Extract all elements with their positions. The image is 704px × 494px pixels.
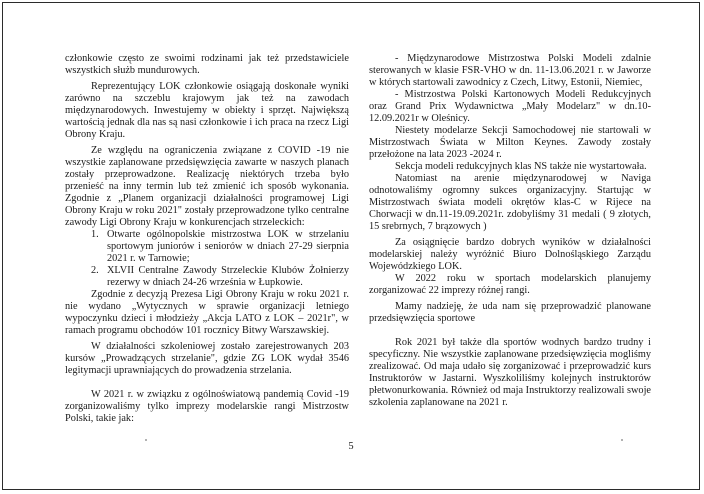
paragraph: Natomiast na arenie międzynarodowej w Naviga odnotowaliśmy ogromny sukces organizacyjny. Startując w Mistrzostwach świata modeli okrętów klas-C w Rijece na Chorwacji w dn.11-19.09.2021r. zdobyliśmy 31 medali ( 9 złotych, 15 srebrnych, 7 brązowych ) bbox=[369, 173, 651, 232]
list-item: 2. XLVII Centralne Zawody Strzeleckie Klubów Żołnierzy rezerwy w dniach 24-26 września w Łupkowie. bbox=[91, 265, 349, 288]
document-page bbox=[2, 2, 700, 490]
competition-list bbox=[65, 229, 349, 289]
paragraph: - Międzynarodowe Mistrzostwa Polski Modeli zdalnie sterowanych w klasie FSR-VHO w dn. 11-13.06.2021 r. w Jaworze w których startowali zawodnicy z Czech, Litwy, Estonii, Niemiec, bbox=[369, 53, 651, 88]
page-number: 5 bbox=[348, 441, 354, 452]
paragraph: członkowie często ze swoimi rodzinami jak też przedstawiciele wszystkich służb mundurowych. bbox=[65, 53, 349, 76]
scan-speck bbox=[145, 439, 147, 441]
paragraph: Mamy nadzieję, że uda nam się przeprowadzić planowane przedsięwzięcia sportowe bbox=[369, 301, 651, 324]
paragraph: Reprezentujący LOK członkowie osiągają doskonałe wyniki zarówno na szczeblu krajowym jak też na zawodach międzynarodowych. Inwestujemy w obiekty i sprzęt. Największą wartością jednak dla nas są nasi członkowie i ich praca na rzecz Ligi Obrony Kraju. bbox=[65, 81, 349, 140]
scan-speck bbox=[621, 439, 623, 441]
paragraph: Rok 2021 był także dla sportów wodnych bardzo trudny i specyficzny. Nie wszystkie zaplanowane przedsięwzięcia mogliśmy zrealizować. Od maja udało się zorganizować i przeprowadzić kurs Instruktorów w Jastarni. Wyszkoliliśmy kolejnych instruktorów płetwonurkowania. Również od maja Instruktorzy realizowali swoje szkolenia zaplanowane na 2021 r. bbox=[369, 337, 651, 408]
paragraph: Niestety modelarze Sekcji Samochodowej nie startowali w Mistrzostwach Świata w Milton Keynes. Zawody zostały przełożone na lata 2023 -2024 r. bbox=[369, 125, 651, 160]
paragraph: W działalności szkoleniowej zostało zarejestrowanych 203 kursów „Prowadzących strzelanie", gdzie ZG LOK wydał 3546 legitymacji uprawniających do prowadzenia strzelania. bbox=[65, 341, 349, 376]
paragraph: Ze względu na ograniczenia związane z COVID -19 nie wszystkie zaplanowane przedsięwzięcia zawarte w naszych planach zostały przeprowadzone. Realizację niektórych trzeba było przenieść na inny termin lub też zmienić ich sposób wykonania. Zgodnie z „Planem organizacji działalności programowej Ligi Obrony Kraju w roku 2021" zostały przeprowadzone tylko centralne zawody Ligi Obrony Kraju w konkurencjach strzeleckich: bbox=[65, 145, 349, 228]
right-column bbox=[369, 53, 651, 409]
paragraph: Zgodnie z decyzją Prezesa Ligi Obrony Kraju w roku 2021 r. nie wydano „Wytycznych w sprawie organizacji letniego wypoczynku dzieci i młodzieży „Akcja LATO z LOK – 2021r", w ramach programu obchodów 101 rocznicy Bitwy Warszawskiej. bbox=[65, 289, 349, 336]
paragraph: - Mistrzostwa Polski Kartonowych Modeli Redukcyjnych oraz Grand Prix Wydawnictwa „Mały Modelarz" w dn.10-12.09.2021r w Oleśnicy. bbox=[369, 89, 651, 124]
paragraph: Sekcja modeli redukcyjnych klas NS także nie wystartowała. bbox=[395, 161, 647, 172]
paragraph: W 2022 roku w sportach modelarskich planujemy zorganizować 22 imprezy różnej rangi. bbox=[369, 273, 651, 296]
paragraph: W 2021 r. w związku z ogólnoświatową pandemią Covid -19 zorganizowaliśmy tylko imprezy modelarskie rangi Mistrzostw Polski, takie jak: bbox=[65, 389, 349, 424]
paragraph: Za osiągnięcie bardzo dobrych wyników w działalności modelarskiej należy wyróżnić Biuro Dolnośląskiego Zarządu Wojewódzkiego LOK. bbox=[369, 237, 651, 272]
left-column bbox=[65, 53, 349, 425]
list-item: 1. Otwarte ogólnopolskie mistrzostwa LOK w strzelaniu sportowym juniorów i seniorów w dniach 27-29 sierpnia 2021 r. w Tarnowie; bbox=[91, 229, 349, 264]
